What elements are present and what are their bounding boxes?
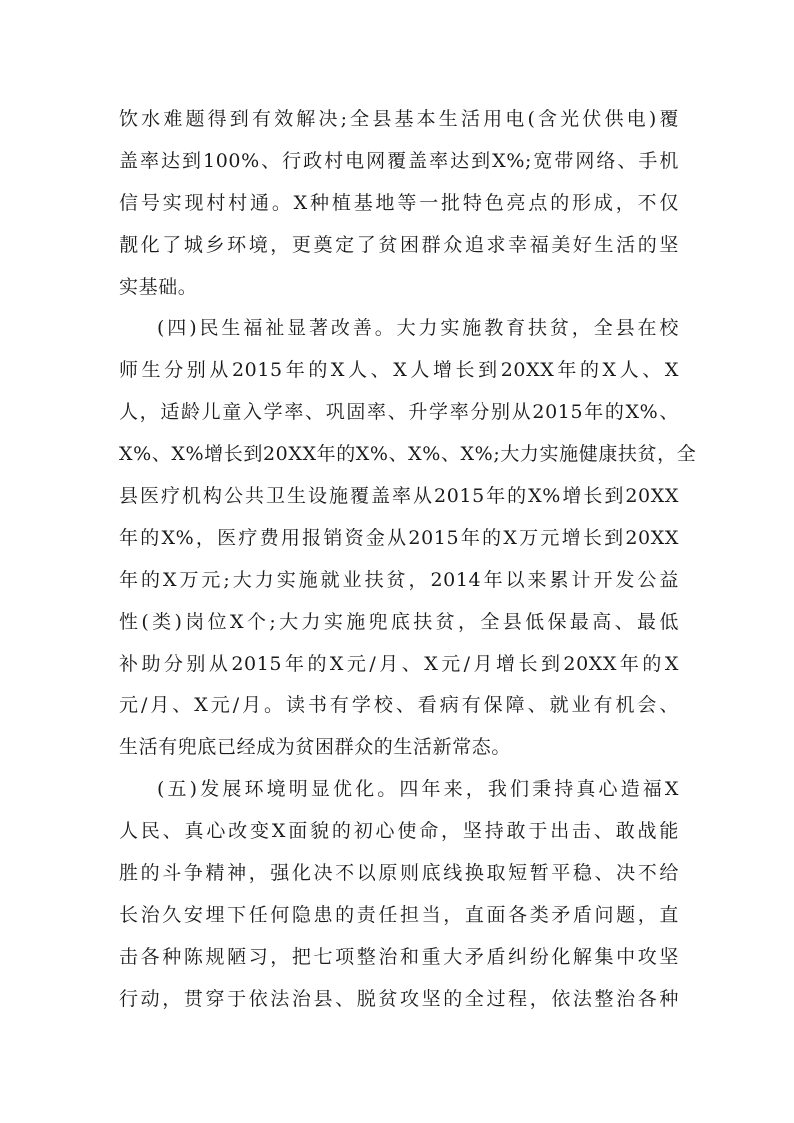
text-line: 靓化了城乡环境，更奠定了贫困群众追求幸福美好生活的坚 (119, 233, 679, 256)
text-line: 年的X%，医疗费用报销资金从2015年的X万元增长到20XX (119, 526, 679, 549)
text-line: 生活有兜底已经成为贫困群众的生活新常态。 (119, 736, 512, 759)
text-line: 盖率达到100%、行政村电网覆盖率达到X%;宽带网络、手机 (119, 149, 679, 172)
paragraph-heading-line: (五)发展环境明显优化。四年来，我们秉持真心造福X (157, 778, 679, 801)
text-line: 信号实现村村通。X种植基地等一批特色亮点的形成，不仅 (119, 191, 679, 214)
text-line: 年的X万元;大力实施就业扶贫，2014年以来累计开发公益 (119, 568, 679, 591)
text-line: X%、X%增长到20XX年的X%、X%、X%;大力实施健康扶贫，全 (119, 443, 697, 466)
text-line: 县医疗机构公共卫生设施覆盖率从2015年的X%增长到20XX (119, 485, 679, 508)
text-line: 元/月、X元/月。读书有学校、看病有保障、就业有机会、 (119, 694, 679, 717)
text-line: 人民、真心改变X面貌的初心使命，坚持敢于出击、敢战能 (119, 820, 679, 843)
paragraph-heading-line: (四)民生福祉显著改善。大力实施教育扶贫，全县在校 (157, 317, 679, 340)
text-line: 胜的斗争精神，强化决不以原则底线换取短暂平稳、决不给 (119, 862, 679, 885)
body-text (119, 99, 697, 1021)
text-line: 长治久安埋下任何隐患的责任担当，直面各类矛盾问题，直 (119, 903, 679, 926)
text-line: 行动，贯穿于依法治县、脱贫攻坚的全过程，依法整治各种 (119, 987, 679, 1010)
text-line: 人，适龄儿童入学率、巩固率、升学率分别从2015年的X%、 (119, 401, 679, 424)
text-line: 击各种陈规陋习，把七项整治和重大矛盾纠纷化解集中攻坚 (119, 945, 679, 968)
text-line: 师生分别从2015年的X人、X人增长到20XX年的X人、X (119, 359, 679, 382)
text-line: 实基础。 (119, 275, 198, 298)
text-line: 饮水难题得到有效解决;全县基本生活用电(含光伏供电)覆 (119, 108, 679, 130)
text-line: 性(类)岗位X个;大力实施兜底扶贫，全县低保最高、最低 (119, 610, 679, 633)
text-line: 补助分别从2015年的X元/月、X元/月增长到20XX年的X (119, 652, 679, 675)
